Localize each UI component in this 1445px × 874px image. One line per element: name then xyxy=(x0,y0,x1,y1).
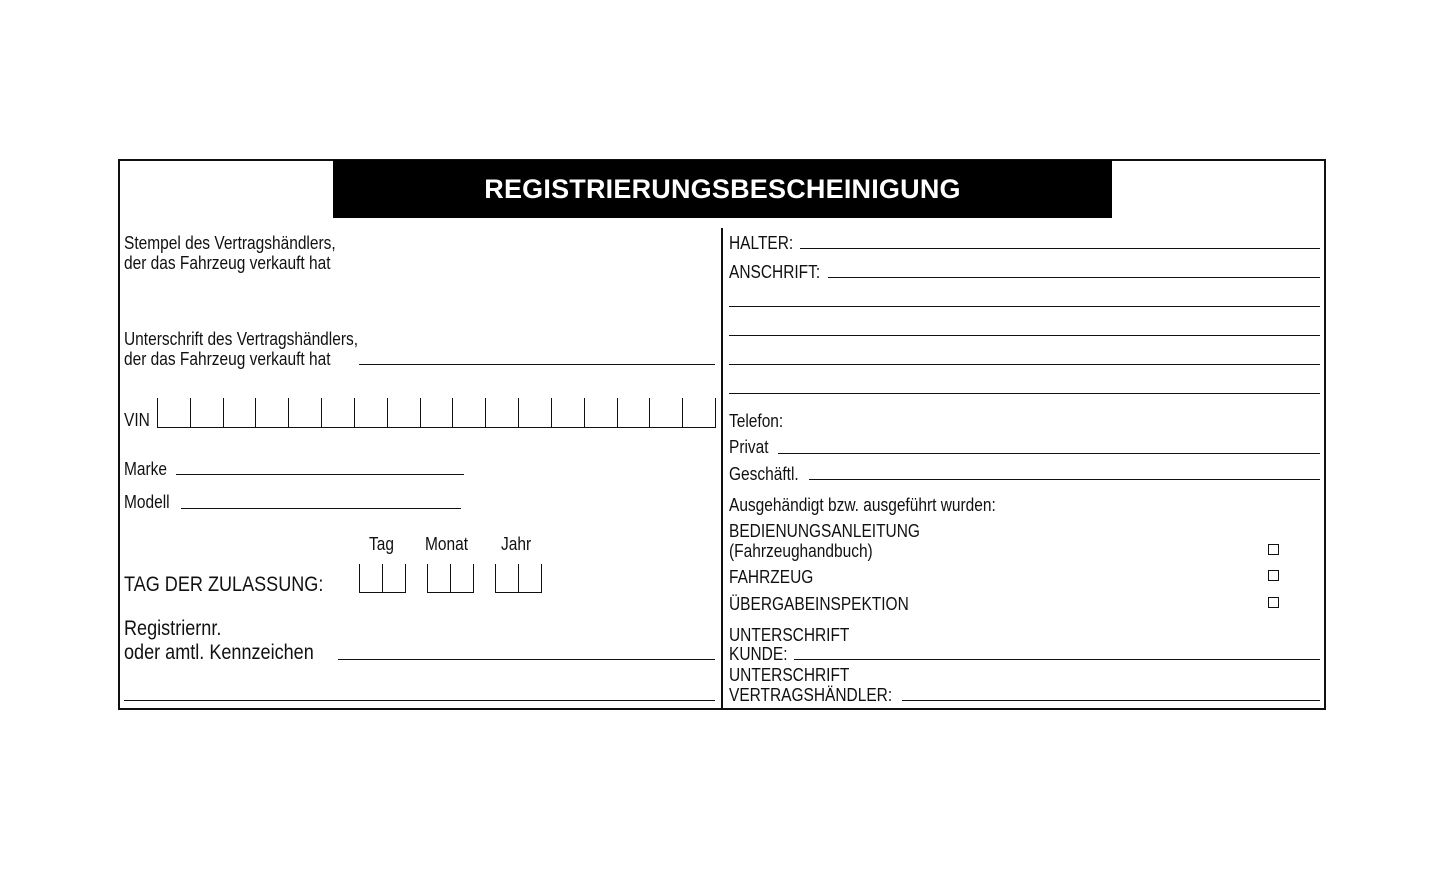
column-divider xyxy=(721,228,723,710)
vin-separator xyxy=(288,398,289,428)
vin-separator xyxy=(649,398,650,428)
form-title: REGISTRIERUNGSBESCHEINIGUNG xyxy=(333,160,1112,218)
anschrift-field-line2[interactable] xyxy=(729,306,1320,307)
checkbox-inspection[interactable] xyxy=(1268,597,1279,608)
customer-signature-label-line1: UNTERSCHRIFT xyxy=(729,625,850,645)
checkbox-vehicle[interactable] xyxy=(1268,570,1279,581)
modell-label: Modell xyxy=(124,492,170,512)
dealer-signature-label-line2: der das Fahrzeug verkauft hat xyxy=(124,349,331,369)
regnr-field-extra[interactable] xyxy=(124,700,715,701)
zulassung-label: TAG DER ZULASSUNG: xyxy=(124,573,324,596)
dealer-final-signature-label-line2: VERTRAGSHÄNDLER: xyxy=(729,685,893,705)
halter-field[interactable] xyxy=(800,248,1320,249)
vin-label: VIN xyxy=(124,410,150,430)
checkbox-manual[interactable] xyxy=(1268,544,1279,555)
dealer-signature-field[interactable] xyxy=(359,364,715,365)
vin-separator xyxy=(387,398,388,428)
dealer-final-signature-field[interactable] xyxy=(902,700,1320,701)
vin-separator xyxy=(551,398,552,428)
vin-separator xyxy=(518,398,519,428)
stamp-label-line2: der das Fahrzeug verkauft hat xyxy=(124,253,331,273)
modell-field[interactable] xyxy=(181,508,461,509)
telefon-label: Telefon: xyxy=(729,411,784,431)
regnr-label-line2: oder amtl. Kennzeichen xyxy=(124,641,314,664)
date-separator xyxy=(359,564,360,593)
anschrift-label: ANSCHRIFT: xyxy=(729,262,821,282)
halter-label: HALTER: xyxy=(729,233,794,253)
marke-label: Marke xyxy=(124,459,168,479)
geschaeftl-label: Geschäftl. xyxy=(729,464,799,484)
customer-signature-label-line2: KUNDE: xyxy=(729,644,788,664)
dealer-final-signature-label-line1: UNTERSCHRIFT xyxy=(729,665,850,685)
vin-separator xyxy=(617,398,618,428)
vin-separator xyxy=(354,398,355,428)
business-phone-field[interactable] xyxy=(809,479,1320,480)
vin-separator xyxy=(452,398,453,428)
customer-signature-field[interactable] xyxy=(794,659,1320,660)
date-separator xyxy=(427,564,428,593)
privat-label: Privat xyxy=(729,437,769,457)
date-separator xyxy=(450,564,451,593)
vin-separator xyxy=(223,398,224,428)
item-vehicle: FAHRZEUG xyxy=(729,567,814,587)
date-separator xyxy=(473,564,474,593)
vin-separator xyxy=(584,398,585,428)
vin-separator xyxy=(682,398,683,428)
anschrift-field-line4[interactable] xyxy=(729,364,1320,365)
regnr-field[interactable] xyxy=(338,659,715,660)
privat-phone-field[interactable] xyxy=(778,453,1320,454)
item-inspection: ÜBERGABEINSPEKTION xyxy=(729,594,909,614)
regnr-label-line1: Registriernr. xyxy=(124,617,222,640)
stamp-label-line1: Stempel des Vertragshändlers, xyxy=(124,233,336,253)
vin-baseline xyxy=(157,427,715,428)
date-head-jahr: Jahr xyxy=(501,534,532,554)
date-head-monat: Monat xyxy=(425,534,469,554)
vin-separator xyxy=(255,398,256,428)
vin-separator xyxy=(485,398,486,428)
vin-separator xyxy=(420,398,421,428)
date-separator xyxy=(382,564,383,593)
date-separator xyxy=(541,564,542,593)
anschrift-field-line3[interactable] xyxy=(729,335,1320,336)
vin-separator xyxy=(157,398,158,428)
date-separator xyxy=(495,564,496,593)
anschrift-field[interactable] xyxy=(828,277,1320,278)
vin-separator xyxy=(190,398,191,428)
anschrift-field-line5[interactable] xyxy=(729,393,1320,394)
handed-over-label: Ausgehändigt bzw. ausgeführt wurden: xyxy=(729,495,996,515)
date-separator xyxy=(405,564,406,593)
marke-field[interactable] xyxy=(176,474,464,475)
date-head-tag: Tag xyxy=(369,534,394,554)
dealer-signature-label-line1: Unterschrift des Vertragshändlers, xyxy=(124,329,359,349)
vin-separator xyxy=(715,398,716,428)
item-manual-line2: (Fahrzeughandbuch) xyxy=(729,541,873,561)
item-manual-line1: BEDIENUNGSANLEITUNG xyxy=(729,521,920,541)
vin-separator xyxy=(321,398,322,428)
date-separator xyxy=(518,564,519,593)
